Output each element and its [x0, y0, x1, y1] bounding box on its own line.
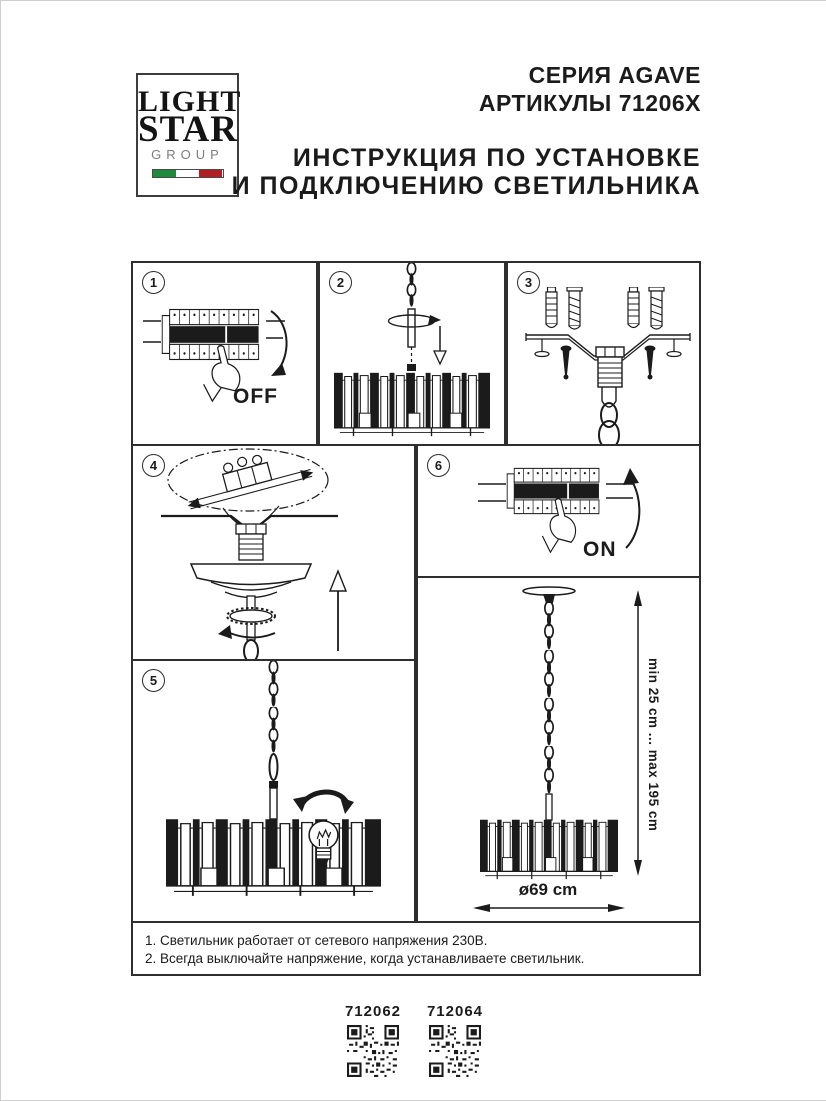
off-label: OFF [233, 385, 278, 408]
height-range-label: min 25 cm ... max 195 cm [646, 658, 661, 832]
page-title-line2: И ПОДКЛЮЧЕНИЮ СВЕТИЛЬНИКА [231, 172, 701, 200]
note-line-1: 1. Светильник работает от сетевого напряжения 230В. [145, 933, 488, 948]
articles-line: АРТИКУЛЫ 71206X [478, 90, 701, 116]
panel-3-number-badge: 3 [517, 271, 540, 294]
page-title-line1: ИНСТРУКЦИЯ ПО УСТАНОВКЕ [292, 144, 701, 172]
code-item-712062 [345, 1003, 401, 1077]
diameter-label: ø69 cm [518, 880, 578, 899]
series-title: СЕРИЯ AGAVE [528, 62, 701, 88]
panel-1 [133, 263, 316, 444]
circuit-breaker-on-illustration [418, 446, 699, 576]
panel-4-number-badge: 4 [142, 454, 165, 477]
flag-red-segment [199, 170, 222, 177]
code-label: 712062 [344, 1003, 402, 1020]
footer-codes [345, 1003, 483, 1077]
qr-code-icon [429, 1025, 481, 1077]
safety-notes [133, 923, 699, 974]
wire-connection-canopy-illustration [133, 446, 414, 659]
panel-2 [320, 263, 504, 444]
flag-white-segment [176, 170, 199, 177]
italian-flag-stripe [152, 169, 224, 178]
flag-green-segment [153, 170, 176, 177]
panel-dimensions [418, 578, 699, 921]
brand-word-group: GROUP [151, 147, 224, 162]
panel-5-number-badge: 5 [142, 669, 165, 692]
brand-word-star: STAR [138, 109, 238, 150]
lightstar-logo [136, 73, 242, 197]
chandelier-bulb-install-illustration [133, 661, 414, 921]
panel-2-number-badge: 2 [329, 271, 352, 294]
code-item-712064 [427, 1003, 483, 1077]
note-line-2: 2. Всегда выключайте напряжение, когда устанавливаете светильник. [145, 950, 585, 966]
panel-3 [508, 263, 699, 444]
instruction-panels-grid [131, 261, 701, 976]
panel-1-number-badge: 1 [142, 271, 165, 294]
panel-5 [133, 661, 414, 921]
code-label: 712064 [426, 1003, 484, 1020]
brand-word-light: LIGHT [138, 85, 242, 118]
on-label: ON [583, 538, 617, 561]
qr-code-icon [347, 1025, 399, 1077]
panel-6-number-badge: 6 [427, 454, 450, 477]
chandelier-dimensions-illustration [418, 578, 699, 921]
panel-4 [133, 446, 414, 659]
panel-6 [418, 446, 699, 576]
header-text-block [232, 61, 701, 200]
